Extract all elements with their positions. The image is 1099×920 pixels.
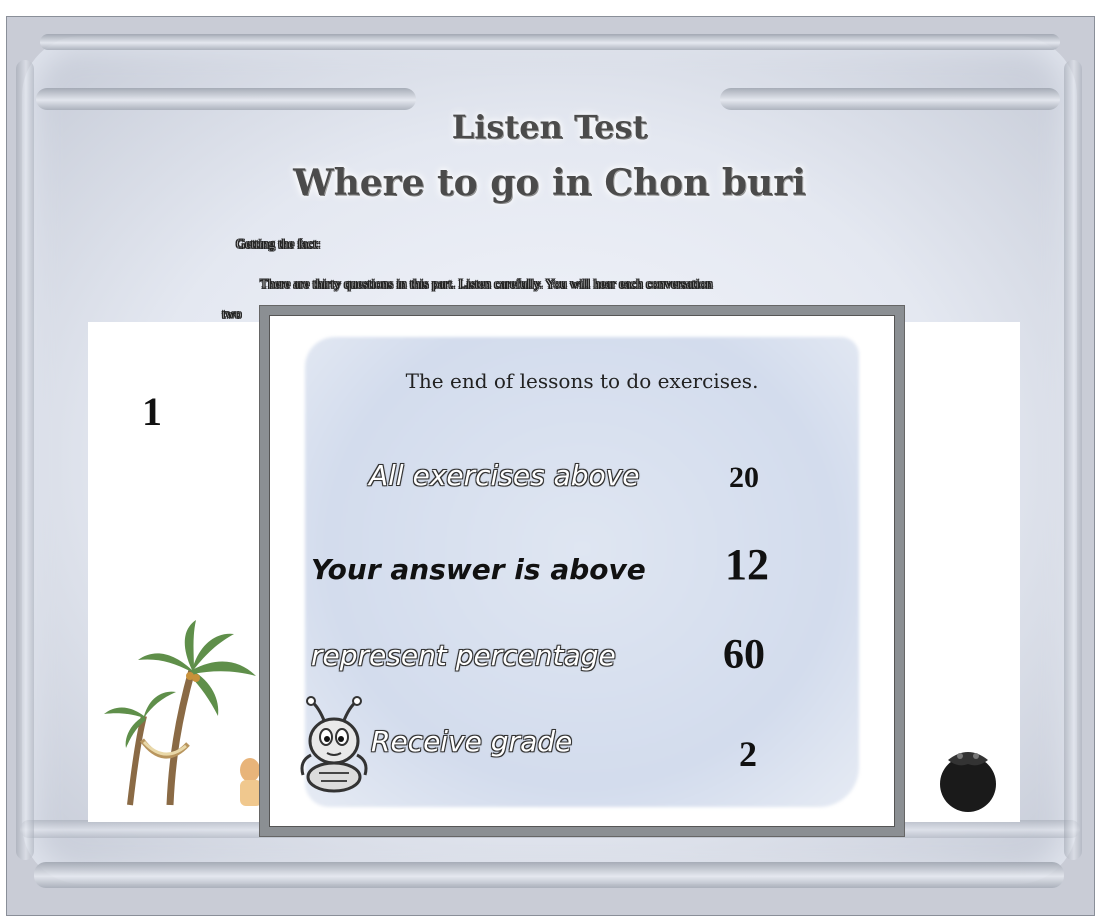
page-title: Listen Test [451, 108, 648, 146]
frame-bar-bottom [34, 862, 1064, 888]
frame-bar-top [40, 34, 1060, 50]
frame-bar-top-left [36, 88, 416, 110]
result-dialog [260, 306, 904, 836]
page-subtitle: Where to go in Chon buri [293, 162, 806, 204]
correct-answers-value: 12 [725, 540, 769, 589]
dark-ball-icon [934, 740, 1002, 814]
instruction-text: There are thirty questions in this part. Listen carefully. You will hear each conversation [260, 276, 713, 291]
percentage-value: 60 [723, 632, 765, 678]
percentage-label: represent percentage [311, 639, 616, 672]
palm-tree-hammock-icon [100, 620, 270, 810]
total-exercises-label: All exercises above [369, 459, 640, 492]
question-number: 1 [142, 389, 162, 434]
dialog-heading: The end of lessons to do exercises. [405, 369, 759, 393]
bee-mascot-icon [291, 695, 381, 795]
correct-answers-label: Your answer is above [311, 553, 646, 586]
section-label: Getting the fact: [236, 236, 321, 251]
total-exercises-value: 20 [729, 461, 759, 494]
frame-bar-top-right [720, 88, 1060, 110]
instruction-text-continued: two [222, 306, 242, 321]
grade-value: 2 [739, 734, 757, 774]
grade-label: Receive grade [371, 725, 573, 758]
